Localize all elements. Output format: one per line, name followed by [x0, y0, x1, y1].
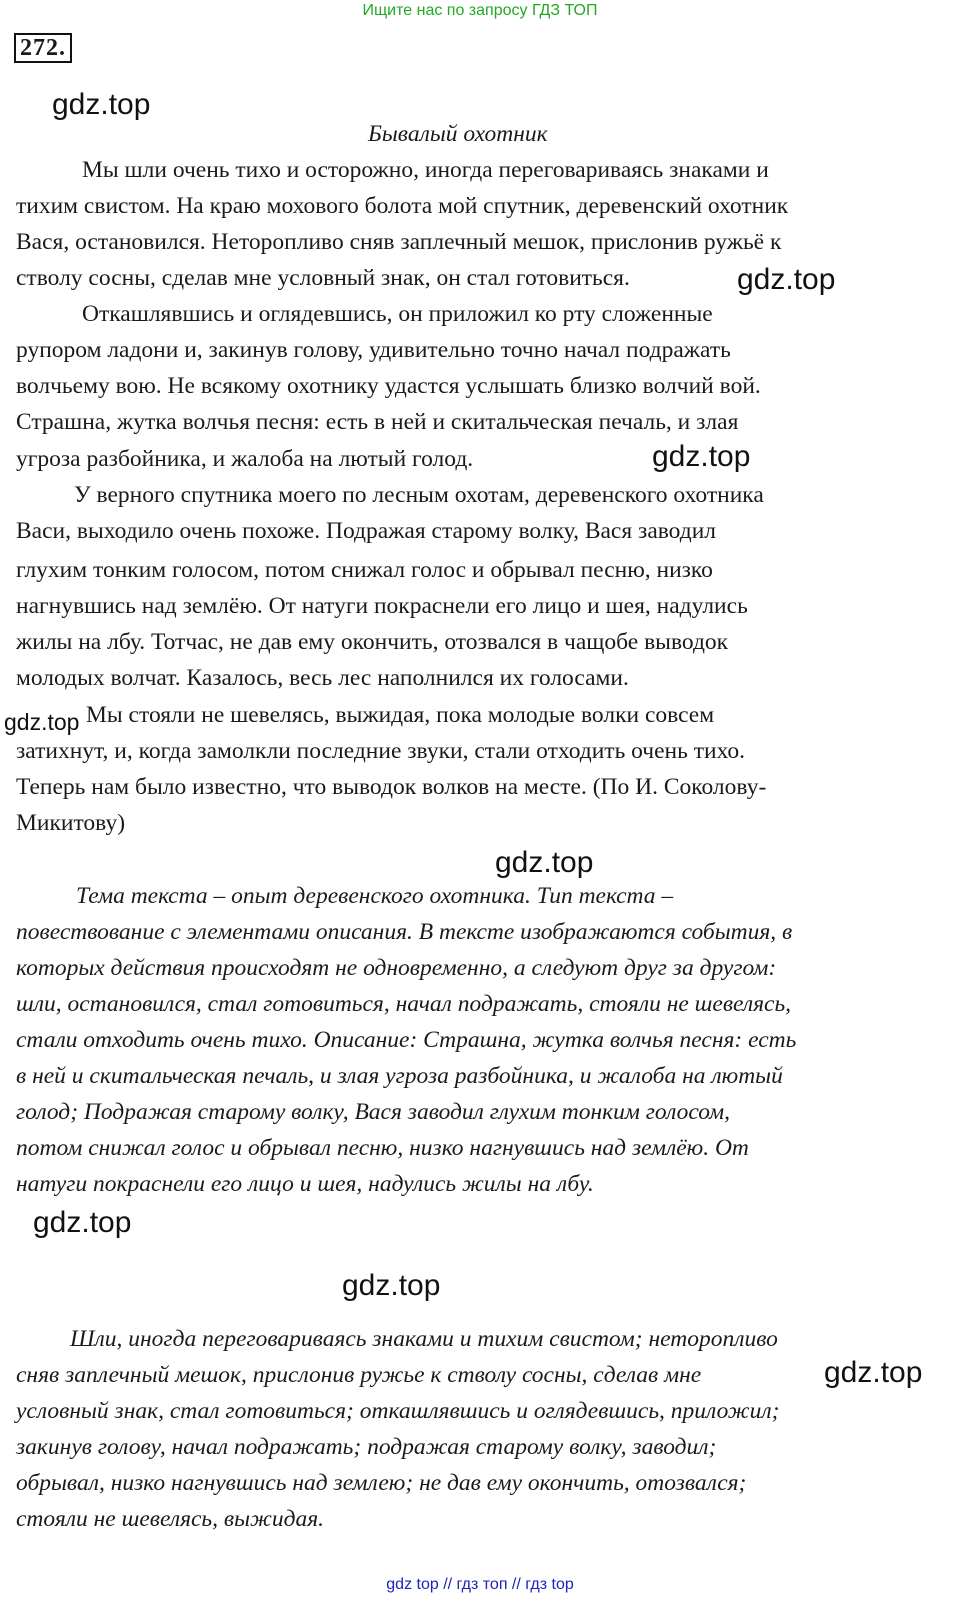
- analysis-line: натуги покраснели его лицо и шея, надулись жилы на лбу.: [16, 1171, 594, 1197]
- phrases-line: сняв заплечный мешок, прислонив ружье к стволу сосны, сделав мне: [16, 1362, 702, 1388]
- text-line: Мы стояли не шевелясь, выжидая, пока молодые волки совсем: [86, 702, 715, 728]
- watermark: gdz.top: [652, 440, 751, 473]
- watermark: gdz.top: [824, 1356, 923, 1389]
- text-line: стволу сосны, сделав мне условный знак, он стал готовиться.: [16, 265, 630, 291]
- text-title: Бывалый охотник: [368, 121, 548, 147]
- text-line: Микитову): [16, 810, 126, 836]
- analysis-line: которых действия происходят не одновременно, а следуют друг за другом:: [16, 955, 777, 981]
- top-banner[interactable]: Ищите нас по запросу ГДЗ ТОП: [362, 2, 598, 19]
- phrases-line: условный знак, стал готовиться; откашлявшись и оглядевшись, приложил;: [16, 1398, 780, 1424]
- watermark: gdz.top: [342, 1269, 441, 1302]
- text-line: молодых волчат. Казалось, весь лес наполнился их голосами.: [16, 665, 629, 691]
- phrases-line: обрывал, низко нагнувшись над землею; не дав ему окончить, отозвался;: [16, 1470, 747, 1496]
- text-line: Страшна, жутка волчья песня: есть в ней и скитальческая печаль, и злая: [16, 409, 739, 435]
- text-line: волчьему вою. Не всякому охотнику удастся услышать близко волчий вой.: [16, 373, 761, 399]
- analysis-line: потом снижал голос и обрывал песню, низко нагнувшись над землёю. От: [16, 1135, 749, 1161]
- text-line: рупором ладони и, закинув голову, удивительно точно начал подражать: [16, 337, 731, 363]
- phrases-line: стояли не шевелясь, выжидая.: [16, 1506, 325, 1532]
- text-line: тихим свистом. На краю мохового болота мой спутник, деревенский охотник: [16, 193, 789, 219]
- text-line: Васи, выходило очень похоже. Подражая старому волку, Вася заводил: [16, 518, 717, 544]
- text-line: Теперь нам было известно, что выводок волков на месте. (По И. Соколову-: [16, 774, 767, 800]
- analysis-line: Тема текста – опыт деревенского охотника. Тип текста –: [76, 883, 674, 909]
- phrases-line: закинув голову, начал подражать; подражая старому волку, заводил;: [16, 1434, 717, 1460]
- text-line: глухим тонким голосом, потом снижал голос и обрывал песню, низко: [16, 557, 713, 583]
- footer-links[interactable]: gdz top // гдз топ // гдз top: [386, 1576, 574, 1593]
- analysis-line: повествование с элементами описания. В тексте изображаются события, в: [16, 919, 793, 945]
- analysis-line: стали отходить очень тихо. Описание: Страшна, жутка волчья песня: есть: [16, 1027, 797, 1053]
- exercise-number: 272.: [14, 33, 72, 63]
- text-line: Откашлявшись и оглядевшись, он приложил ко рту сложенные: [82, 301, 713, 327]
- analysis-line: голод; Подражая старому волку, Вася заводил глухим тонким голосом,: [16, 1099, 730, 1125]
- analysis-line: шли, остановился, стал готовиться, начал подражать, стояли не шевелясь,: [16, 991, 792, 1017]
- text-line: У верного спутника моего по лесным охотам, деревенского охотника: [74, 482, 764, 508]
- text-line: Мы шли очень тихо и осторожно, иногда переговариваясь знаками и: [82, 157, 769, 183]
- watermark: gdz.top: [4, 709, 80, 735]
- text-line: затихнут, и, когда замолкли последние звуки, стали отходить очень тихо.: [16, 738, 746, 764]
- watermark: gdz.top: [737, 263, 836, 296]
- text-line: угроза разбойника, и жалоба на лютый голод.: [16, 446, 474, 472]
- watermark: gdz.top: [495, 846, 594, 879]
- analysis-line: в ней и скитальческая печаль, и злая угроза разбойника, и жалоба на лютый: [16, 1063, 783, 1089]
- text-line: нагнувшись над землёю. От натуги покраснели его лицо и шея, надулись: [16, 593, 748, 619]
- watermark: gdz.top: [52, 88, 151, 121]
- text-line: Вася, остановился. Неторопливо сняв заплечный мешок, прислонив ружьё к: [16, 229, 782, 255]
- text-line: жилы на лбу. Тотчас, не дав ему окончить, отозвался в чащобе выводок: [16, 629, 729, 655]
- watermark: gdz.top: [33, 1206, 132, 1239]
- phrases-line: Шли, иногда переговариваясь знаками и тихим свистом; неторопливо: [70, 1326, 778, 1352]
